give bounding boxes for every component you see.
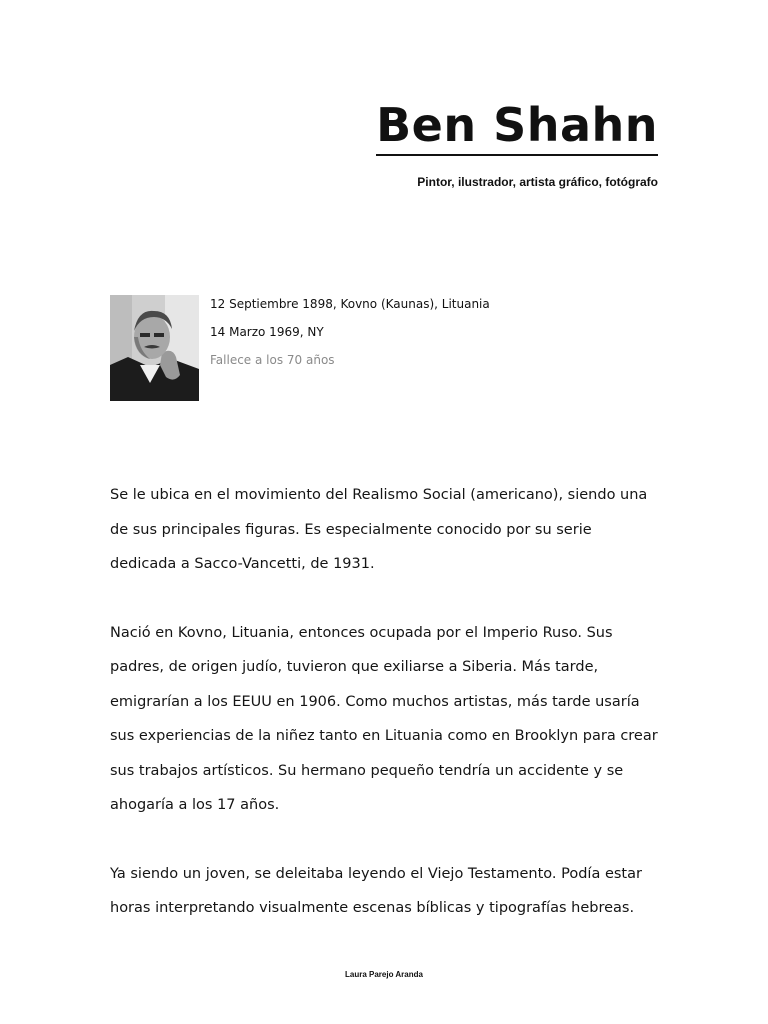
page-subtitle: Pintor, ilustrador, artista gráfico, fotógrafo xyxy=(417,175,658,189)
portrait-photo xyxy=(110,295,199,401)
paragraph: Nació en Kovno, Lituania, entonces ocupada por el Imperio Ruso. Sus padres, de origen judío, tuvieron que exiliarse a Siberia. Más tarde, emigrarían a los EEUU en 1906. Como muchos artistas, más tarde usaría sus experiencias de la niñez tanto en Lituania como en Brooklyn para crear sus trabajos artísticos. Su hermano pequeño tendría un accidente y se ahogaría a los 17 años. xyxy=(110,624,658,813)
page-title: Ben Shahn xyxy=(376,96,658,156)
death-info: 14 Marzo 1969, NY xyxy=(210,325,324,339)
age-note: Fallece a los 70 años xyxy=(210,353,335,367)
footer-author: Laura Parejo Aranda xyxy=(345,970,423,979)
bio-facts xyxy=(210,296,490,380)
portrait-illustration xyxy=(110,295,199,401)
biography-body xyxy=(110,478,658,960)
paragraph: Se le ubica en el movimiento del Realismo Social (americano), siendo una de sus principales figuras. Es especialmente conocido por su serie dedicada a Sacco-Vancetti, de 1931. xyxy=(110,487,648,572)
birth-info: 12 Septiembre 1898, Kovno (Kaunas), Lituania xyxy=(210,297,490,311)
paragraph: Ya siendo un joven, se deleitaba leyendo el Viejo Testamento. Podía estar horas interpretando visualmente escenas bíblicas y tipografías hebreas. xyxy=(110,865,642,916)
